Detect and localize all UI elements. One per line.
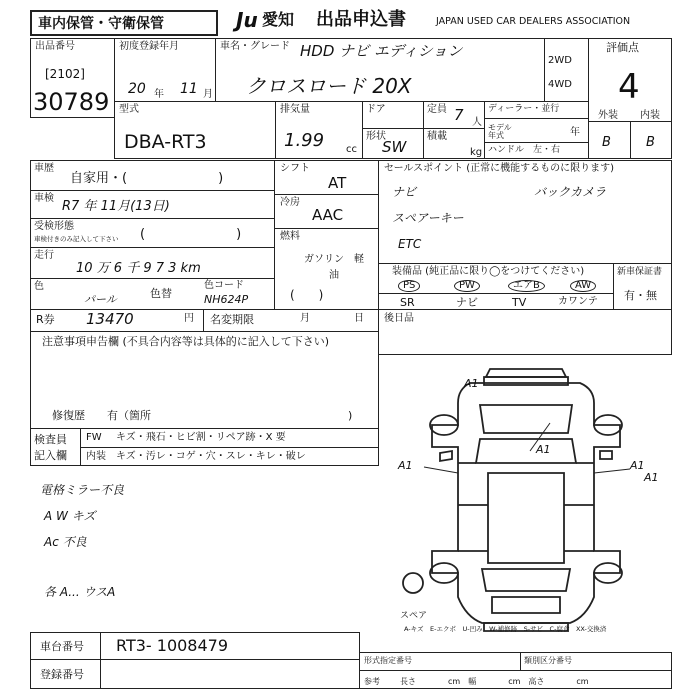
dealer-label: ディーラー・並行 xyxy=(488,104,560,114)
org-name: 愛知 xyxy=(262,10,295,29)
cooling-label: 冷房 xyxy=(280,197,300,208)
handle-divider xyxy=(484,142,589,143)
spare-label: スペア xyxy=(400,611,428,621)
score-value: 4 xyxy=(618,67,640,107)
score-label: 評価点 xyxy=(606,41,639,54)
equip-circled-3: エアB xyxy=(508,280,545,292)
drive-2wd: 2WD xyxy=(548,55,572,66)
comment-2: A W キズ xyxy=(44,509,96,523)
reg-year: 20 xyxy=(128,81,146,97)
equipment-label: 装備品 (純正品に限り◯をつけてください) xyxy=(392,266,585,277)
inspector-label-2: 記入欄 xyxy=(34,449,67,462)
color-code-value: NH624P xyxy=(204,293,249,306)
divider-h4 xyxy=(30,278,275,279)
ext-label: 外装 xyxy=(598,110,618,121)
color-code-label: 色コード xyxy=(204,280,244,291)
inspector-int-items: キズ・汚レ・コゲ・穴・スレ・キレ・破レ xyxy=(116,451,306,462)
damage-mark-2: A1 xyxy=(398,459,413,472)
disp-unit: cc xyxy=(346,144,357,155)
disp-label: 排気量 xyxy=(280,104,310,115)
mileage-label: 走行 xyxy=(34,250,54,261)
deadline-label: 名変期限 xyxy=(210,313,254,326)
lot-label: 出品番号 xyxy=(35,41,75,52)
divider-h1 xyxy=(30,190,275,191)
history-label: 車歴 xyxy=(34,163,54,174)
damage-mark-4: A1 xyxy=(644,471,659,484)
car-damage-diagram xyxy=(380,355,672,635)
seats-value: 7 xyxy=(454,106,464,124)
mid-divider-1 xyxy=(274,194,379,195)
type-label: 型式 xyxy=(119,104,139,115)
ju-logo: Ju xyxy=(236,8,258,32)
chassis-value: RT3- 1008479 xyxy=(116,636,229,655)
color-change-label: 色替 xyxy=(150,287,172,300)
inspector-hdivider xyxy=(80,447,379,448)
warranty-value: 有・無 xyxy=(624,289,657,302)
damage-legend: A-キズ E-エクボ U-凹み W-補修跡 S-サビ C-腐食 XX-交換済 xyxy=(404,625,607,633)
repair-label: 修復歴 有（箇所 xyxy=(52,409,151,422)
load-unit: kg xyxy=(470,147,483,158)
history-value: 自家用・( ) xyxy=(70,171,224,186)
plate-label: 登録番号 xyxy=(40,668,84,681)
type-value: DBA-RT3 xyxy=(124,131,207,153)
shift-label: シフト xyxy=(280,163,310,174)
drive-4wd: 4WD xyxy=(548,79,572,90)
equip-circled-2: PW xyxy=(454,280,480,292)
class-number-label: 類別区分番号 xyxy=(524,656,572,665)
repair-close: ) xyxy=(348,409,353,422)
selling-point-3: スペアーキー xyxy=(392,211,464,225)
receive-value: ( ) xyxy=(140,227,242,242)
model-name-value: クロスロード 20X xyxy=(246,74,412,98)
equipment-divider xyxy=(378,293,614,294)
storage-badge xyxy=(30,10,218,36)
damage-mark-5: A1 xyxy=(464,377,479,390)
lot-small: [2102] xyxy=(45,67,85,81)
plate-vdivider xyxy=(100,659,101,689)
seats-unit: 人 xyxy=(472,117,482,128)
cooling-value: AAC xyxy=(312,206,344,224)
dimensions-label: 長さ cm 幅 cm 高さ cm xyxy=(400,677,589,686)
int-grade: B xyxy=(646,135,655,150)
selling-point-4: ETC xyxy=(398,237,422,251)
model-year-unit: 年 xyxy=(570,127,580,138)
deadline-day: 日 xyxy=(354,313,364,324)
selling-point-2: バックカメラ xyxy=(534,185,607,199)
warranty-label: 新車保証書 xyxy=(617,267,663,277)
reg-month-unit: 月 xyxy=(203,89,213,100)
door-divider xyxy=(362,128,424,129)
receive-label: 受検形態 xyxy=(34,221,74,232)
form-number-divider xyxy=(359,670,672,671)
notes-label: 注意事項申告欄 (不具合内容等は具体的に記入して下さい) xyxy=(42,335,330,348)
reg-date-label: 初度登録年月 xyxy=(119,41,179,52)
form-number-vdivider xyxy=(520,652,521,670)
equip-circled-4: AW xyxy=(570,280,596,292)
color-label: 色 xyxy=(34,281,44,292)
fuel-paren: ( ) xyxy=(290,288,324,302)
shape-label: 形状 xyxy=(366,131,386,142)
equip-item-4: カワンテ xyxy=(558,296,598,307)
form-number-label: 形式指定番号 xyxy=(364,656,412,665)
equip-item-2: ナビ xyxy=(456,296,478,309)
shift-value: AT xyxy=(328,174,347,192)
chassis-vdivider xyxy=(100,632,101,660)
disp-value: 1.99 xyxy=(284,130,325,151)
fuel-options: ガソリン 軽油 xyxy=(304,254,364,281)
recycle-value: 13470 xyxy=(86,310,134,328)
fuel-label: 燃料 xyxy=(280,231,300,242)
form-title: 出品申込書 xyxy=(316,9,406,30)
comment-3: Ac 不良 xyxy=(44,535,87,549)
mid-divider-2 xyxy=(274,228,379,229)
lot-number: 30789 xyxy=(33,88,110,116)
damage-mark-1: A1 xyxy=(536,443,551,456)
drive-box xyxy=(544,38,589,102)
chassis-label: 車台番号 xyxy=(40,640,84,653)
receive-sub: 車検付きのみ記入して下さい xyxy=(34,235,119,243)
comment-4: 各 A... ウスA xyxy=(44,585,116,599)
load-label: 積載 xyxy=(427,131,447,142)
int-label: 内装 xyxy=(640,110,660,121)
damage-mark-3: A1 xyxy=(630,459,645,472)
divider-h2 xyxy=(30,218,275,219)
inspector-int: 内装 xyxy=(86,451,106,462)
inspector-fw: FW xyxy=(86,432,102,443)
inspection-label: 車検 xyxy=(34,193,54,204)
shape-value: SW xyxy=(382,138,407,156)
grade-divider xyxy=(630,121,631,159)
rear-items-label: 後日品 xyxy=(384,313,414,324)
reference-label: 参考 xyxy=(364,677,380,686)
association-name: JAPAN USED CAR DEALERS ASSOCIATION xyxy=(436,16,631,27)
handle-label: ハンドル 左・右 xyxy=(488,145,561,155)
equip-circled-1: PS xyxy=(398,280,420,292)
recycle-unit: 円 xyxy=(184,313,194,324)
model-year-label: モデル 年式 xyxy=(488,123,512,140)
recycle-label: R券 xyxy=(36,313,55,326)
storage-badge-text: 車内保管・守衛保管 xyxy=(38,16,164,32)
seats-label: 定員 xyxy=(427,104,447,115)
car-name-label: 車名・グレード xyxy=(220,41,290,52)
reg-month: 11 xyxy=(180,81,198,97)
comment-1: 電格ミラー不良 xyxy=(40,483,125,497)
seats-divider xyxy=(423,128,485,129)
door-label: ドア xyxy=(366,104,386,115)
rear-items-box xyxy=(378,309,672,355)
equip-item-1: SR xyxy=(400,296,415,309)
selling-point-1: ナビ xyxy=(392,185,417,199)
ext-grade: B xyxy=(602,135,611,150)
divider-h3 xyxy=(30,247,275,248)
reg-year-unit: 年 xyxy=(154,89,164,100)
equip-item-3: TV xyxy=(512,296,527,309)
inspector-fw-items: キズ・飛石・ヒビ割・リペア跡・X 要 xyxy=(116,432,286,443)
grade-value: HDD ナビ エディション xyxy=(300,42,463,60)
deadline-month: 月 xyxy=(300,313,310,324)
inspection-value: R7 年 11月(13日) xyxy=(62,199,170,214)
selling-points-label: セールスポイント (正常に機能するものに限ります) xyxy=(384,163,615,174)
dealer-divider xyxy=(484,118,589,119)
color-value: パール xyxy=(84,293,117,306)
mileage-value: 10 万 6 千 9 7 3 km xyxy=(76,261,201,276)
inspector-label-1: 検査員 xyxy=(34,433,67,446)
